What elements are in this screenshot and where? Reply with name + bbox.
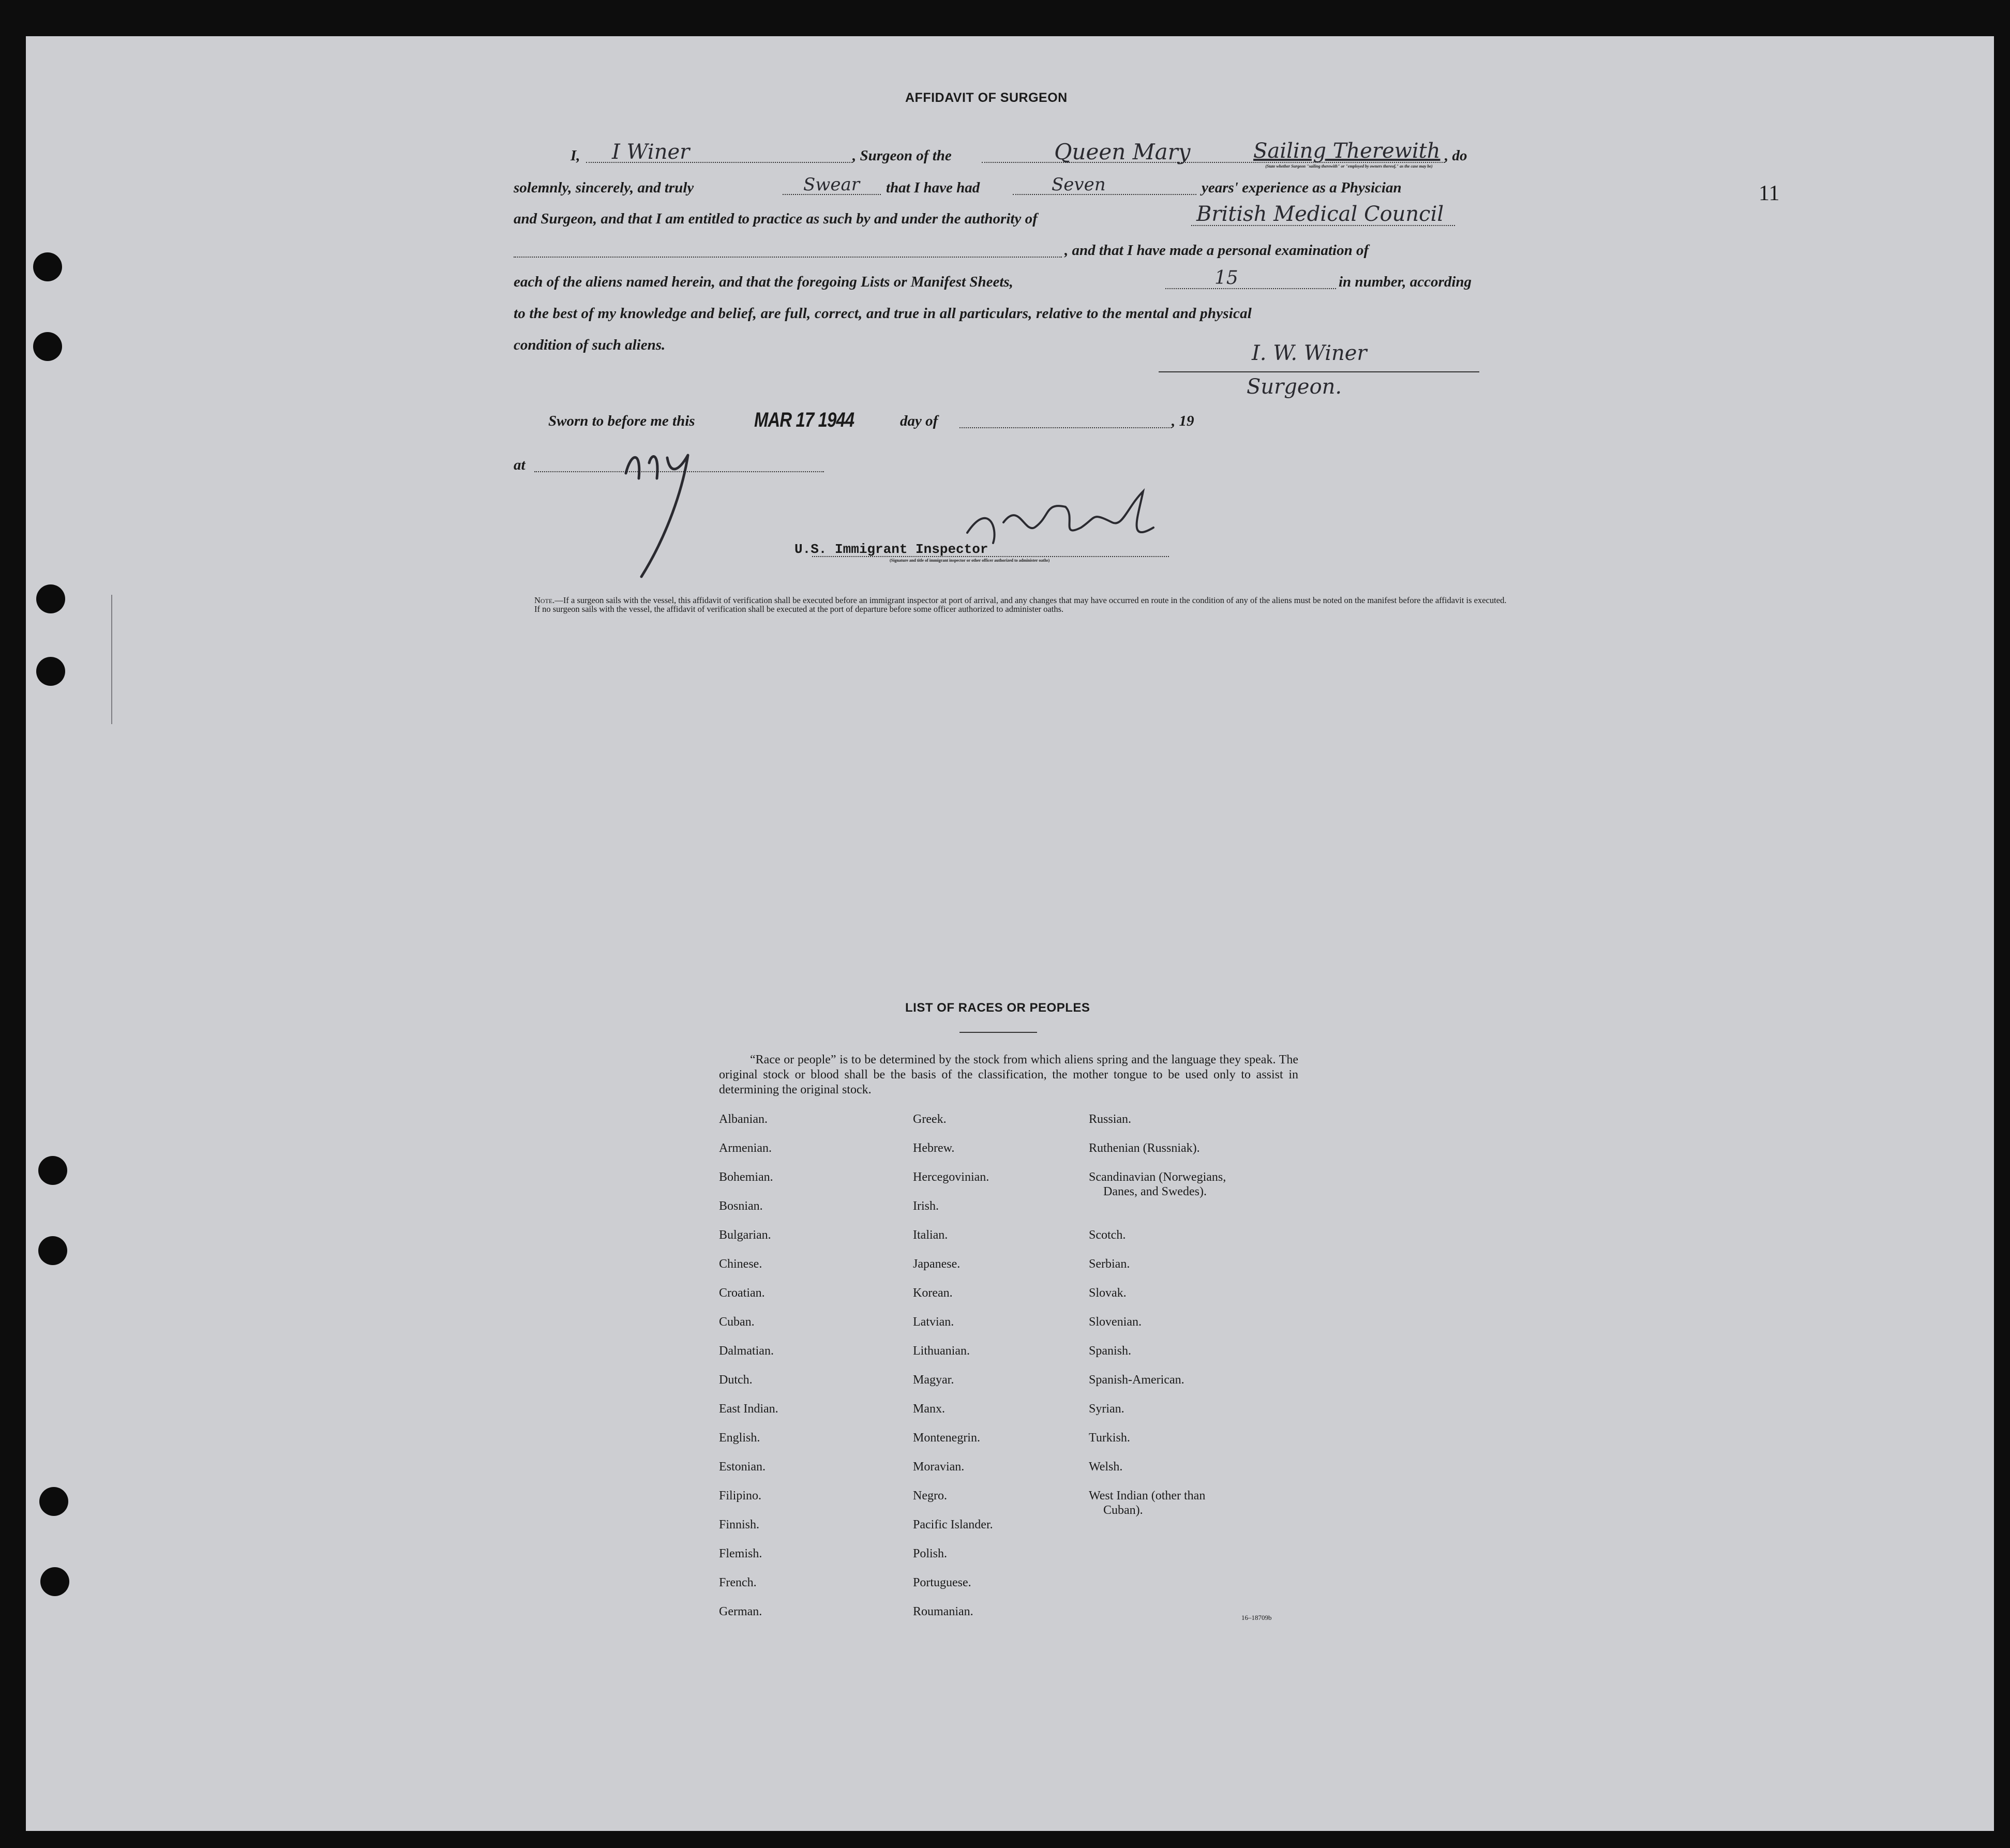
race-item: Slovenian. <box>1089 1315 1142 1329</box>
document-page <box>26 36 1994 1831</box>
race-item: Croatian. <box>719 1286 765 1300</box>
race-item: Korean. <box>913 1286 953 1300</box>
surgeon-status-handwritten: Sailing Therewith <box>1253 139 1441 163</box>
race-item: Spanish. <box>1089 1344 1132 1358</box>
race-item: Filipino. <box>719 1489 762 1503</box>
race-item: Russian. <box>1089 1113 1132 1126</box>
race-item: Finnish. <box>719 1518 760 1531</box>
race-item: Spanish-American. <box>1089 1373 1184 1387</box>
race-item: Bosnian. <box>719 1199 763 1213</box>
race-item: West Indian (other than <box>1089 1489 1206 1503</box>
place-scribble <box>610 442 729 597</box>
race-item: Roumanian. <box>913 1605 973 1618</box>
race-item: Flemish. <box>719 1547 762 1560</box>
race-item: Dalmatian. <box>719 1344 774 1358</box>
inspector-block <box>786 515 1169 572</box>
race-item: Polish. <box>913 1547 948 1560</box>
race-item: Dutch. <box>719 1373 753 1387</box>
surgeon-name-handwritten: I Winer <box>612 140 690 164</box>
race-item: Serbian. <box>1089 1257 1130 1271</box>
race-item: Bulgarian. <box>719 1228 771 1242</box>
race-item: Armenian. <box>719 1141 772 1155</box>
binder-hole <box>39 1487 68 1516</box>
race-item: Chinese. <box>719 1257 762 1271</box>
race-item: Magyar. <box>913 1373 954 1387</box>
authority-handwritten: British Medical Council <box>1196 202 1444 226</box>
races-title-rule <box>959 1032 1037 1033</box>
race-item: Estonian. <box>719 1460 766 1474</box>
margin-mark <box>111 595 112 724</box>
races-column-1 <box>719 1112 890 1681</box>
race-item: Italian. <box>913 1228 948 1242</box>
races-intro: “Race or people” is to be determined by the stock from which aliens spring and the language they speak. The original stock or blood shall be the basis of the classification, the mother tongue to be used only to assist in determining the original stock. <box>719 1053 1298 1096</box>
ship-name-handwritten: Queen Mary <box>1054 139 1191 164</box>
date-stamp: MAR 17 1944 <box>754 409 854 431</box>
race-item: Scandinavian (Norwegians, <box>1089 1170 1226 1184</box>
race-item: Negro. <box>913 1489 947 1503</box>
race-item: Albanian. <box>719 1113 768 1126</box>
race-item: Moravian. <box>913 1460 965 1474</box>
races-column-3 <box>1089 1112 1296 1681</box>
binder-hole <box>33 252 62 281</box>
surgeon-title-handwritten: Surgeon. <box>1247 375 1342 399</box>
binder-hole <box>38 1156 67 1185</box>
binder-hole <box>36 657 65 686</box>
race-item: Cuban. <box>719 1315 755 1329</box>
inspector-title: U.S. Immigrant Inspector <box>794 542 988 557</box>
race-item: East Indian. <box>719 1402 778 1416</box>
surgeon-signature: I. W. Winer <box>1252 341 1367 365</box>
form-number: 16–18709b <box>1241 1614 1272 1621</box>
race-item: Danes, and Swedes). <box>1103 1185 1207 1198</box>
race-item: Hebrew. <box>913 1141 955 1155</box>
binder-hole <box>40 1567 69 1596</box>
race-item: Cuban). <box>1103 1504 1143 1517</box>
at-line: at <box>514 453 855 484</box>
race-item: English. <box>719 1431 760 1445</box>
years-handwritten: Seven <box>1052 174 1106 195</box>
race-item: Lithuanian. <box>913 1344 970 1358</box>
race-item: Hercegovinian. <box>913 1170 989 1184</box>
sworn-line: Sworn to before me this MAR 17 1944 day of , 19 <box>548 409 1194 431</box>
binder-hole <box>33 332 62 361</box>
binder-hole <box>38 1236 67 1265</box>
race-item: German. <box>719 1605 762 1618</box>
race-item: Slovak. <box>1089 1286 1127 1300</box>
race-item: Turkish. <box>1089 1431 1130 1445</box>
race-item: Irish. <box>913 1199 939 1213</box>
affidavit-body: I, I Winer , Surgeon of the Queen Mary Sailing Therewith , do (State whether Surgeon "sailing therewith" or "employed by owners thereof," as the case may be) solemnly, sincerely, and truly Swear that I have had Seven years' experience as a Physician and Surgeon, and that I am entitled to practice as such by and under the authority of British Medical Council , and that I have made a personal examination of each of the aliens named herein, and that the foregoing Lists or Manifest Sheets, 15 in number, according to the best of my knowledge and belief, are full, correct, and true in all particulars, relative to the mental and physical condition of such aliens. <box>514 139 1472 353</box>
inspector-caption: (Signature and title of immigrant inspector or other officer authorized to administer oaths) <box>890 558 1050 563</box>
race-item: Scotch. <box>1089 1228 1126 1242</box>
affidavit-note: Note.—If a surgeon sails with the vessel, this affidavit of verification shall be executed before an immigrant inspector at port of arrival, and any changes that may have occurred en route in the condition of any of the aliens must be noted on the manifest before the affidavit is executed. If no surgeon sails with the vessel, the affidavit of verification shall be executed at the port of departure before some officer authorized to administer oaths. <box>534 595 1507 614</box>
race-item: Ruthenian (Russniak). <box>1089 1141 1200 1155</box>
race-item: Latvian. <box>913 1315 954 1329</box>
race-item: Japanese. <box>913 1257 961 1271</box>
race-item: Pacific Islander. <box>913 1518 993 1531</box>
race-item: French. <box>719 1576 757 1589</box>
races-column-2 <box>913 1112 1078 1681</box>
binder-hole <box>36 584 65 613</box>
page-number: 11 <box>1759 182 1780 205</box>
oath-word-handwritten: Swear <box>803 174 860 195</box>
race-item: Welsh. <box>1089 1460 1123 1474</box>
race-item: Manx. <box>913 1402 945 1416</box>
race-item: Portuguese. <box>913 1576 971 1589</box>
race-item: Syrian. <box>1089 1402 1124 1416</box>
state-note: (State whether Surgeon "sailing therewith" or "employed by owners thereof," as the case may be) <box>1265 164 1433 169</box>
race-item: Montenegrin. <box>913 1431 980 1445</box>
surgeon-signature-block <box>1159 341 1479 403</box>
races-title: LIST OF RACES OR PEOPLES <box>905 1001 1090 1015</box>
race-item: Bohemian. <box>719 1170 773 1184</box>
race-item: Greek. <box>913 1113 947 1126</box>
affidavit-title: AFFIDAVIT OF SURGEON <box>905 91 1068 105</box>
sheets-count-handwritten: 15 <box>1214 267 1238 289</box>
